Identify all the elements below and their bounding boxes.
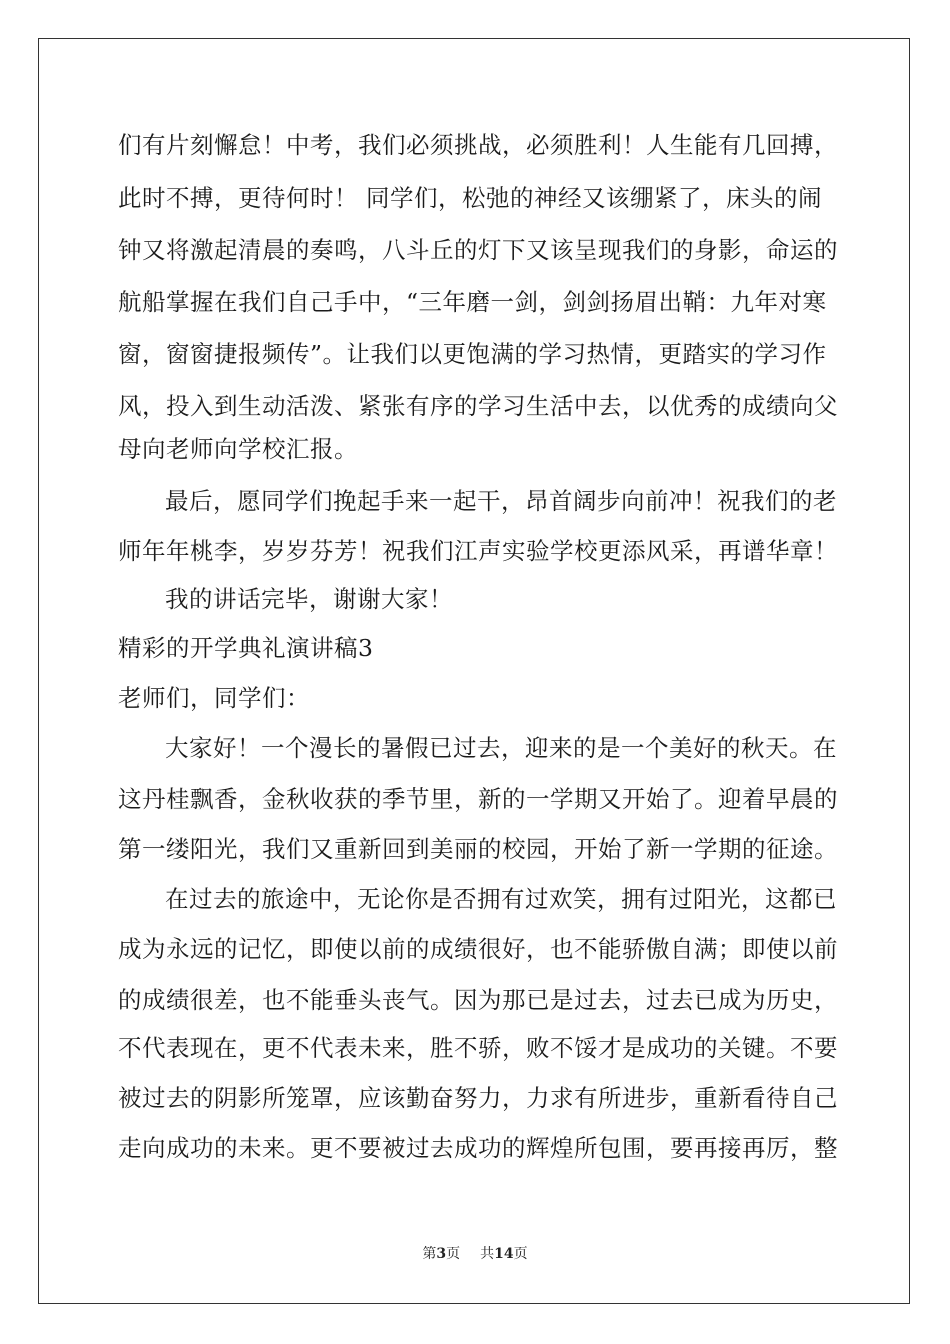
page-footer — [0, 1245, 950, 1263]
page-prefix: 第 — [422, 1246, 437, 1262]
salutation: 老师们，同学们： — [118, 684, 310, 712]
text-line: 风，投入到生动活泼、紧张有序的学习生活中去，以优秀的成绩向父 — [118, 392, 838, 420]
text-line: 此时不搏，更待何时！ 同学们，松弛的神经又该绷紧了，床头的闹 — [118, 184, 822, 212]
text-line: 航船掌握在我们自己手中，“三年磨一剑，剑剑扬眉出鞘：九年对寒 — [118, 288, 827, 316]
total-prefix: 共 — [480, 1246, 495, 1262]
page-unit: 页 — [446, 1246, 461, 1262]
current-page-number: 3 — [436, 1246, 447, 1262]
text-line: 钟又将激起清晨的奏鸣，八斗丘的灯下又该呈现我们的身影，命运的 — [118, 236, 838, 264]
text-line: 走向成功的未来。更不要被过去成功的辉煌所包围，要再接再厉，整 — [118, 1134, 838, 1162]
paragraph-start-line: 在过去的旅途中，无论你是否拥有过欢笑，拥有过阳光，这都已 — [165, 885, 837, 913]
text-line: 的成绩很差，也不能垂头丧气。因为那已是过去，过去已成为历史， — [118, 986, 838, 1014]
text-line: 被过去的阴影所笼罩，应该勤奋努力，力求有所进步，重新看待自己 — [118, 1084, 838, 1112]
page-border — [38, 38, 910, 1304]
text-line: 窗，窗窗捷报频传”。让我们以更饱满的学习热情，更踏实的学习作 — [118, 340, 827, 368]
total-unit: 页 — [513, 1246, 528, 1262]
paragraph-start-line: 我的讲话完毕，谢谢大家！ — [165, 585, 453, 613]
text-line: 们有片刻懈怠！中考，我们必须挑战，必须胜利！人生能有几回搏， — [118, 131, 838, 159]
paragraph-start-line: 最后，愿同学们挽起手来一起干，昂首阔步向前冲！祝我们的老 — [165, 487, 837, 515]
section-heading: 精彩的开学典礼演讲稿3 — [118, 634, 374, 662]
text-line: 师年年桃李，岁岁芬芳！祝我们江声实验学校更添风采，再谱华章！ — [118, 537, 838, 565]
text-line: 不代表现在，更不代表未来，胜不骄，败不馁才是成功的关键。不要 — [118, 1034, 838, 1062]
text-line: 母向老师向学校汇报。 — [118, 435, 358, 463]
text-line: 成为永远的记忆，即使以前的成绩很好，也不能骄傲自满；即使以前 — [118, 935, 838, 963]
total-page-count: 14 — [494, 1246, 514, 1262]
text-line: 这丹桂飘香，金秋收获的季节里，新的一学期又开始了。迎着早晨的 — [118, 785, 838, 813]
paragraph-start-line: 大家好！一个漫长的暑假已过去，迎来的是一个美好的秋天。在 — [165, 734, 837, 762]
text-line: 第一缕阳光，我们又重新回到美丽的校园，开始了新一学期的征途。 — [118, 835, 838, 863]
